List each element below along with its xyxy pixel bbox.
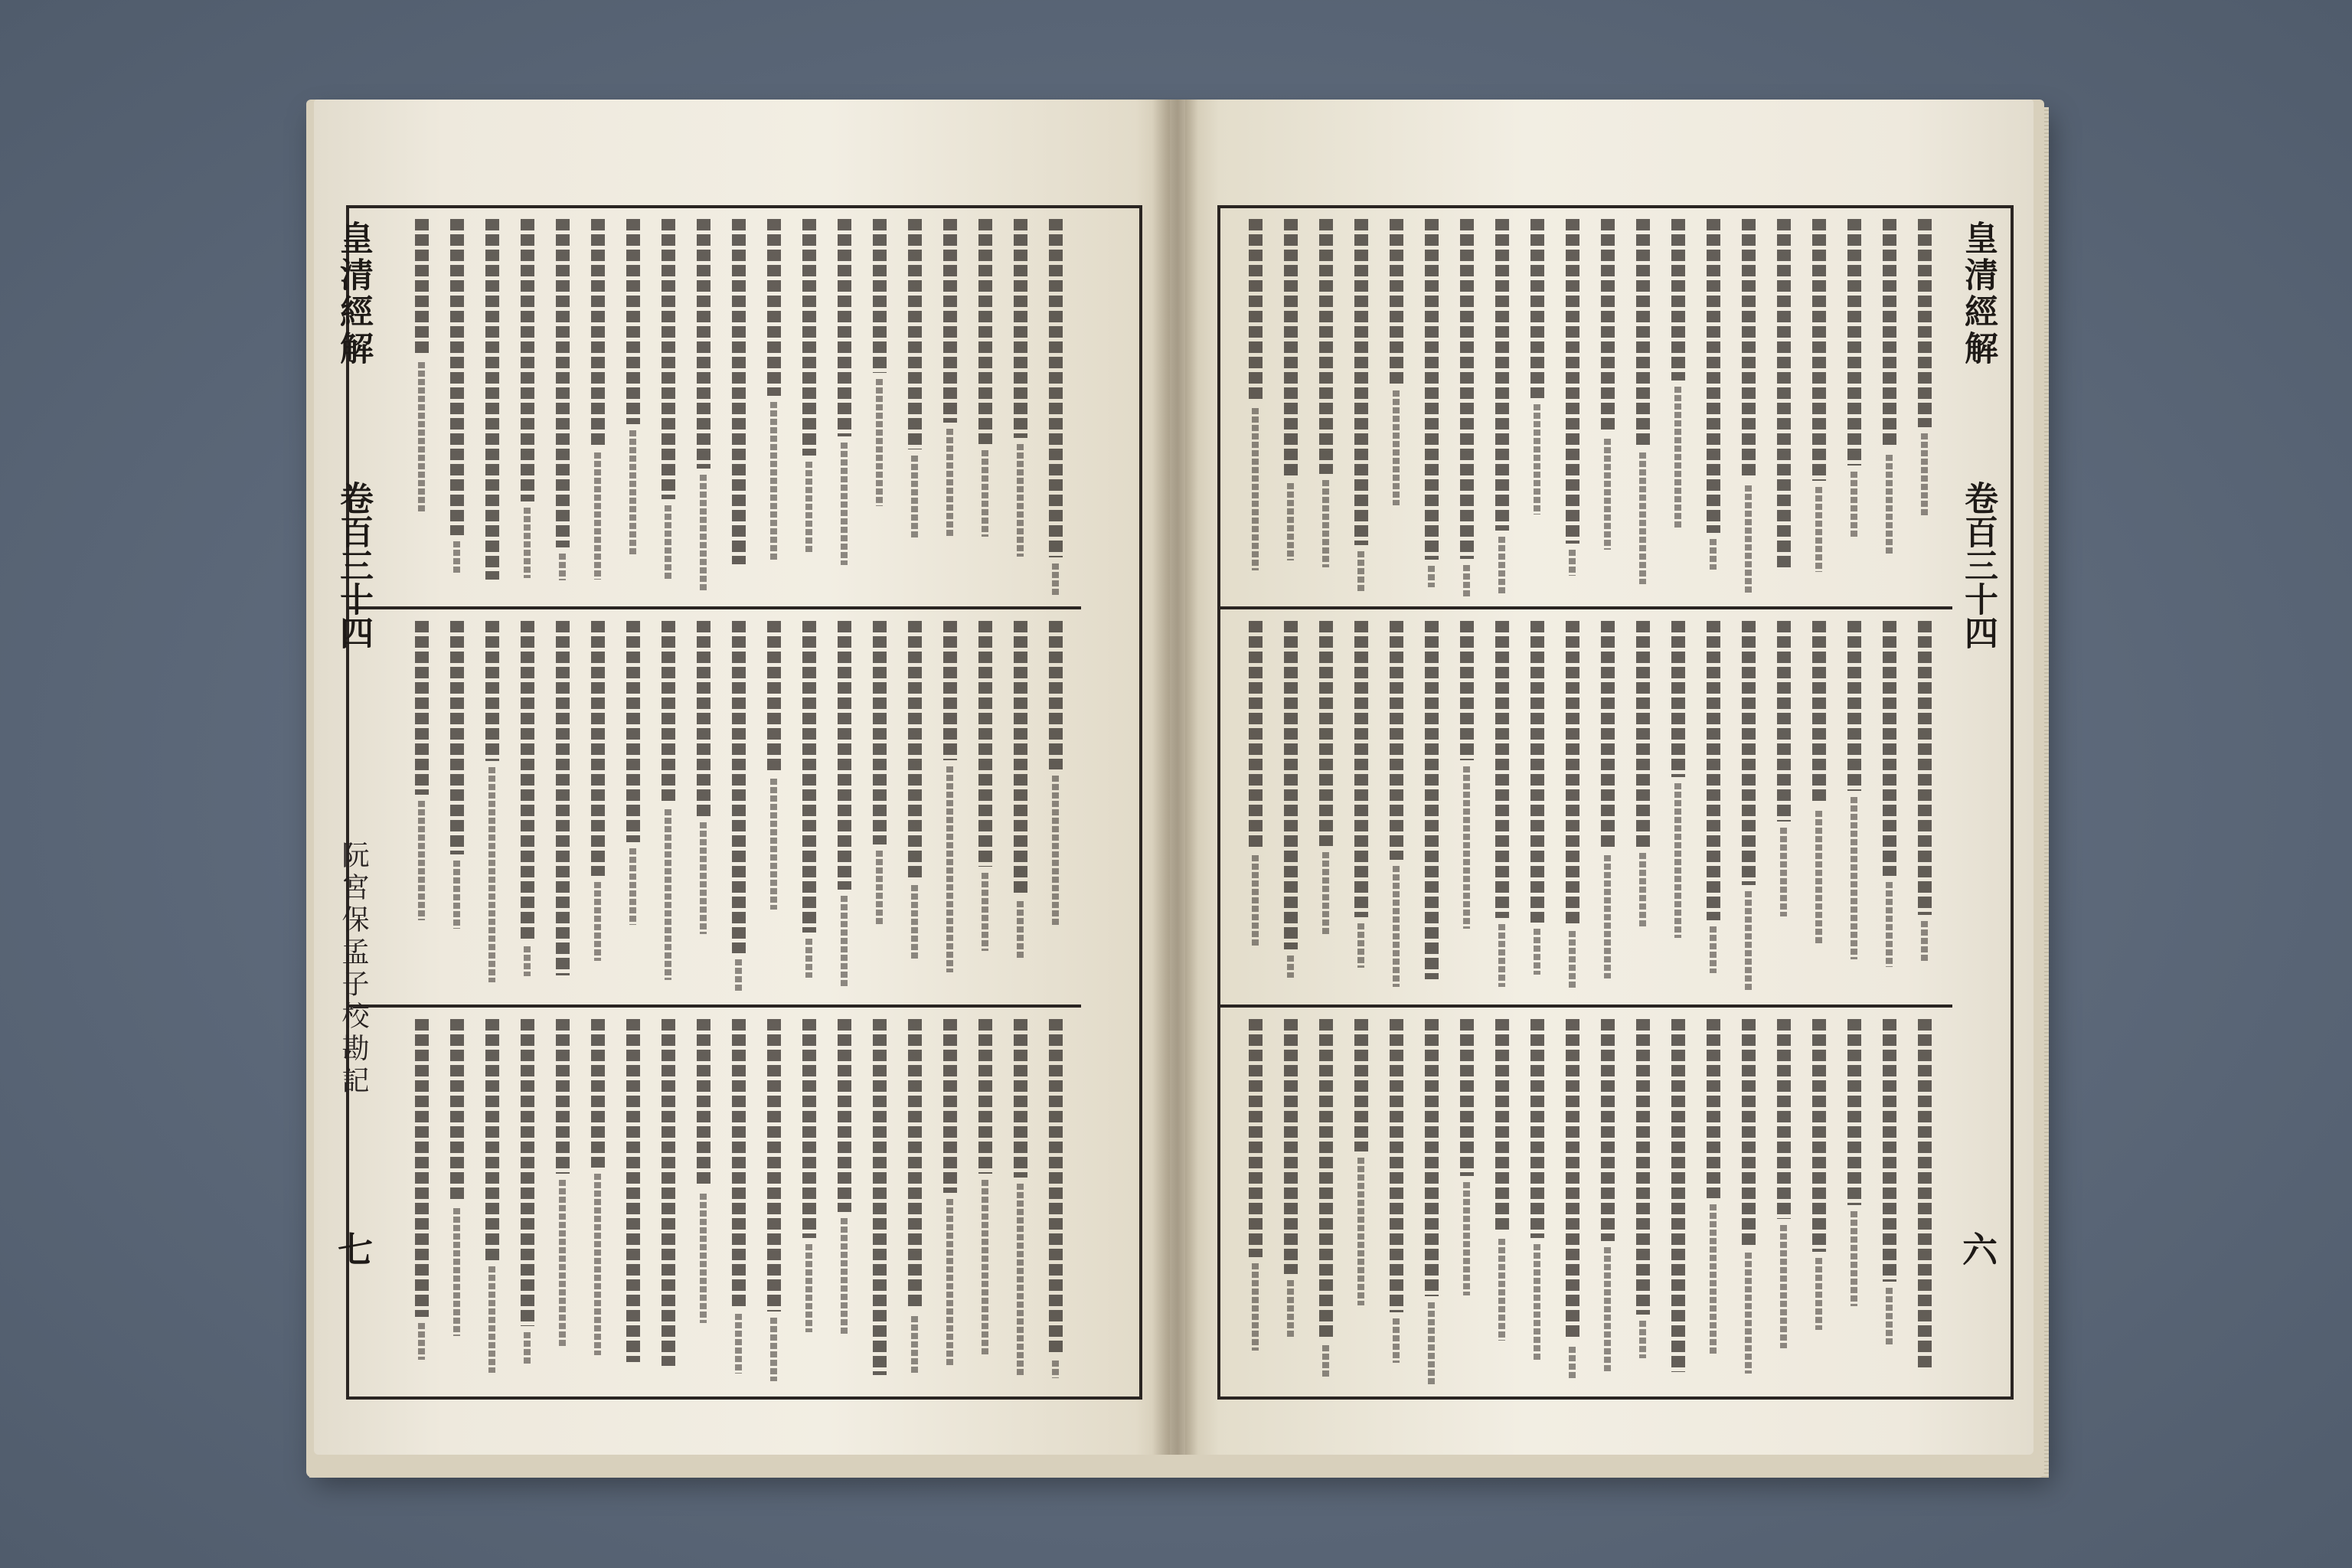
text-column: [908, 621, 922, 879]
annotation-column: [559, 554, 566, 580]
text-column: [1354, 219, 1368, 545]
annotation-column: [418, 362, 425, 513]
text-column: [1530, 219, 1544, 398]
annotation-column: [946, 429, 953, 537]
text-column: [873, 219, 887, 373]
text-column: [1636, 621, 1650, 847]
right-volume-label: 卷百三十四: [1958, 481, 1998, 649]
left-register-line-2: [346, 1004, 1081, 1008]
text-column: [556, 219, 570, 547]
text-column: [802, 219, 816, 456]
annotation-column: [735, 959, 742, 992]
annotation-column: [1017, 444, 1024, 557]
text-column: [450, 1019, 464, 1202]
text-column: [1460, 621, 1474, 760]
annotation-column: [1052, 564, 1059, 596]
annotation-column: [1710, 926, 1717, 973]
text-column: [978, 1019, 992, 1174]
annotation-column: [1393, 1318, 1400, 1363]
text-column: [943, 621, 957, 760]
text-column: [1601, 1019, 1615, 1241]
text-column: [697, 621, 710, 816]
text-column: [450, 621, 464, 854]
text-column: [1460, 1019, 1474, 1176]
text-column: [1742, 621, 1756, 885]
text-column: [485, 621, 499, 761]
text-column: [1425, 621, 1439, 979]
annotation-column: [453, 541, 460, 573]
annotation-column: [1498, 924, 1505, 987]
text-column: [1601, 219, 1615, 433]
annotation-column: [770, 402, 777, 562]
text-column: [1812, 219, 1826, 481]
annotation-column: [665, 809, 671, 980]
annotation-column: [700, 1194, 707, 1323]
text-column: [1284, 1019, 1298, 1274]
text-column: [1014, 219, 1027, 438]
annotation-column: [1498, 537, 1505, 596]
annotation-column: [594, 1174, 601, 1355]
annotation-column: [488, 1266, 495, 1373]
text-column: [732, 1019, 746, 1308]
text-column: [943, 219, 957, 423]
text-column: [1566, 1019, 1579, 1341]
text-column: [838, 621, 851, 890]
annotation-column: [841, 443, 848, 565]
annotation-column: [1393, 866, 1400, 987]
text-column: [1319, 219, 1333, 474]
right-running-title: 皇清經解: [1958, 220, 1998, 368]
annotation-column: [1463, 565, 1470, 596]
annotation-column: [946, 766, 953, 972]
text-column: [1049, 219, 1063, 557]
annotation-column: [735, 1314, 742, 1374]
annotation-column: [1428, 566, 1435, 587]
annotation-column: [1322, 1345, 1329, 1377]
annotation-column: [559, 1180, 566, 1348]
annotation-column: [418, 801, 425, 920]
text-column: [1707, 219, 1720, 533]
text-column: [1707, 1019, 1720, 1198]
annotation-column: [1851, 472, 1857, 538]
annotation-column: [453, 861, 460, 929]
annotation-column: [1534, 929, 1540, 975]
text-column: [943, 1019, 957, 1193]
annotation-column: [1604, 439, 1611, 550]
annotation-column: [1052, 1361, 1059, 1378]
text-column: [485, 219, 499, 580]
annotation-column: [1357, 923, 1364, 968]
text-column: [1918, 219, 1932, 427]
annotation-column: [876, 379, 883, 506]
text-column: [1249, 1019, 1263, 1257]
annotation-column: [1921, 921, 1928, 963]
annotation-column: [1674, 387, 1681, 530]
text-column: [1566, 219, 1579, 544]
annotation-column: [1815, 1258, 1822, 1330]
text-column: [415, 219, 429, 356]
annotation-column: [1052, 776, 1059, 926]
right-register-line-2: [1217, 1004, 1952, 1008]
annotation-column: [1815, 811, 1822, 946]
annotation-column: [1287, 1280, 1294, 1338]
text-column: [662, 219, 675, 499]
annotation-column: [1851, 1211, 1857, 1306]
left-running-title: 皇清經解: [334, 220, 373, 368]
annotation-column: [524, 1332, 531, 1365]
text-column: [1495, 219, 1509, 531]
text-column: [1049, 1019, 1063, 1354]
annotation-column: [1674, 783, 1681, 938]
annotation-column: [1357, 551, 1364, 593]
annotation-column: [629, 848, 636, 925]
annotation-column: [1569, 1347, 1576, 1380]
text-column: [1249, 219, 1263, 402]
annotation-column: [1639, 1321, 1646, 1358]
text-column: [697, 219, 710, 469]
text-column: [908, 219, 922, 449]
annotation-column: [805, 1244, 812, 1332]
text-column: [1742, 1019, 1756, 1246]
text-column: [521, 219, 534, 501]
text-column: [1777, 621, 1791, 822]
annotation-column: [1017, 901, 1024, 959]
annotation-column: [594, 452, 601, 580]
text-column: [1777, 219, 1791, 570]
annotation-column: [1463, 1182, 1470, 1295]
annotation-column: [1886, 455, 1893, 554]
text-column: [1812, 1019, 1826, 1252]
text-column: [521, 1019, 534, 1326]
annotation-column: [1815, 487, 1822, 572]
text-column: [1049, 621, 1063, 769]
text-column: [662, 621, 675, 803]
annotation-column: [1569, 931, 1576, 988]
annotation-column: [1534, 404, 1540, 514]
text-column: [838, 219, 851, 436]
text-column: [626, 621, 640, 842]
annotation-column: [1745, 485, 1752, 593]
text-column: [1847, 621, 1861, 791]
text-column: [802, 621, 816, 933]
left-folio-number: 七: [332, 1231, 374, 1266]
annotation-column: [1745, 891, 1752, 991]
text-column: [1390, 219, 1403, 384]
text-column: [1883, 621, 1896, 876]
text-column: [1425, 219, 1439, 560]
annotation-column: [453, 1208, 460, 1336]
text-column: [1883, 219, 1896, 449]
text-column: [1390, 1019, 1403, 1312]
text-column: [1847, 219, 1861, 466]
annotation-column: [1886, 1288, 1893, 1345]
annotation-column: [982, 450, 988, 537]
text-column: [1354, 621, 1368, 917]
annotation-column: [1287, 483, 1294, 560]
annotation-column: [1463, 766, 1470, 929]
text-column: [873, 621, 887, 844]
text-column: [1742, 219, 1756, 479]
book-gutter: [1152, 100, 1198, 1455]
text-column: [1390, 621, 1403, 860]
annotation-column: [1639, 853, 1646, 926]
annotation-column: [770, 779, 777, 910]
annotation-column: [911, 456, 918, 539]
annotation-column: [488, 767, 495, 982]
annotation-column: [1428, 1302, 1435, 1385]
left-title-band: [329, 205, 377, 1400]
text-column: [1918, 1019, 1932, 1369]
text-column: [1319, 621, 1333, 846]
text-column: [732, 621, 746, 953]
text-column: [1636, 219, 1650, 446]
text-column: [1671, 219, 1685, 381]
annotation-column: [700, 475, 707, 591]
annotation-column: [1710, 1204, 1717, 1355]
annotation-column: [1252, 855, 1259, 948]
annotation-column: [1017, 1184, 1024, 1375]
annotation-column: [594, 882, 601, 961]
text-column: [1566, 621, 1579, 925]
annotation-column: [1604, 1247, 1611, 1374]
annotation-column: [1534, 1244, 1540, 1361]
annotation-column: [524, 508, 531, 578]
annotation-column: [1780, 828, 1787, 916]
annotation-column: [629, 430, 636, 555]
annotation-column: [1604, 855, 1611, 978]
text-column: [591, 621, 605, 876]
text-column: [591, 219, 605, 446]
text-column: [1014, 1019, 1027, 1178]
right-folio-number: 六: [1957, 1231, 1998, 1266]
text-column: [1636, 1019, 1650, 1315]
annotation-column: [1252, 1263, 1259, 1351]
annotation-column: [1639, 452, 1646, 584]
annotation-column: [700, 822, 707, 934]
text-column: [1601, 621, 1615, 849]
annotation-column: [1921, 433, 1928, 517]
annotation-column: [841, 1218, 848, 1334]
text-column: [697, 1019, 710, 1187]
annotation-column: [982, 1180, 988, 1354]
annotation-column: [982, 873, 988, 951]
text-column: [1530, 621, 1544, 923]
annotation-column: [1851, 797, 1857, 959]
text-column: [1777, 1019, 1791, 1219]
text-column: [978, 621, 992, 867]
text-column: [450, 219, 464, 535]
text-column: [978, 219, 992, 444]
text-column: [1918, 621, 1932, 915]
annotation-column: [841, 896, 848, 988]
text-column: [767, 219, 781, 396]
text-column: [662, 1019, 675, 1366]
right-register-line-1: [1217, 606, 1952, 609]
annotation-column: [1322, 852, 1329, 935]
text-column: [873, 1019, 887, 1375]
text-column: [1883, 1019, 1896, 1282]
annotation-column: [946, 1199, 953, 1367]
text-column: [521, 621, 534, 940]
text-column: [802, 1019, 816, 1238]
annotation-column: [1287, 956, 1294, 978]
text-column: [1671, 621, 1685, 777]
text-column: [1847, 1019, 1861, 1205]
annotation-column: [1252, 408, 1259, 570]
text-column: [1671, 1019, 1685, 1372]
annotation-column: [1780, 1225, 1787, 1348]
annotation-column: [911, 1316, 918, 1374]
annotation-column: [665, 505, 671, 581]
annotation-column: [1745, 1253, 1752, 1374]
text-column: [767, 621, 781, 773]
text-column: [1284, 219, 1298, 477]
text-column: [767, 1019, 781, 1312]
text-column: [838, 1019, 851, 1212]
annotation-column: [1710, 539, 1717, 570]
text-column: [1812, 621, 1826, 805]
text-column: [1284, 621, 1298, 949]
text-column: [556, 1019, 570, 1174]
annotation-column: [770, 1318, 777, 1381]
annotation-column: [418, 1323, 425, 1360]
annotation-column: [1322, 480, 1329, 567]
text-column: [1319, 1019, 1333, 1339]
text-column: [556, 621, 570, 975]
left-volume-label: 卷百三十四: [334, 481, 373, 649]
annotation-column: [805, 462, 812, 554]
annotation-column: [1357, 1158, 1364, 1305]
text-column: [732, 219, 746, 564]
text-column: [1354, 1019, 1368, 1152]
text-column: [1014, 621, 1027, 895]
left-register-line-1: [346, 606, 1081, 609]
annotation-column: [1498, 1239, 1505, 1341]
annotation-column: [876, 851, 883, 926]
text-column: [1495, 621, 1509, 918]
annotation-column: [805, 939, 812, 978]
text-column: [626, 1019, 640, 1362]
text-column: [908, 1019, 922, 1310]
text-column: [1460, 219, 1474, 559]
text-column: [1425, 1019, 1439, 1296]
annotation-column: [524, 946, 531, 976]
text-column: [1495, 1019, 1509, 1233]
text-column: [1707, 621, 1720, 920]
text-column: [415, 1019, 429, 1317]
text-column: [626, 219, 640, 424]
left-subtitle: 阮宮保孟子校勘記: [338, 841, 369, 1098]
text-column: [591, 1019, 605, 1168]
text-column: [415, 621, 429, 795]
text-column: [485, 1019, 499, 1260]
right-title-band: [1954, 205, 2001, 1400]
annotation-column: [1393, 390, 1400, 505]
annotation-column: [1886, 882, 1893, 967]
text-column: [1249, 621, 1263, 849]
text-column: [1530, 1019, 1544, 1238]
annotation-column: [1569, 550, 1576, 576]
annotation-column: [911, 885, 918, 959]
